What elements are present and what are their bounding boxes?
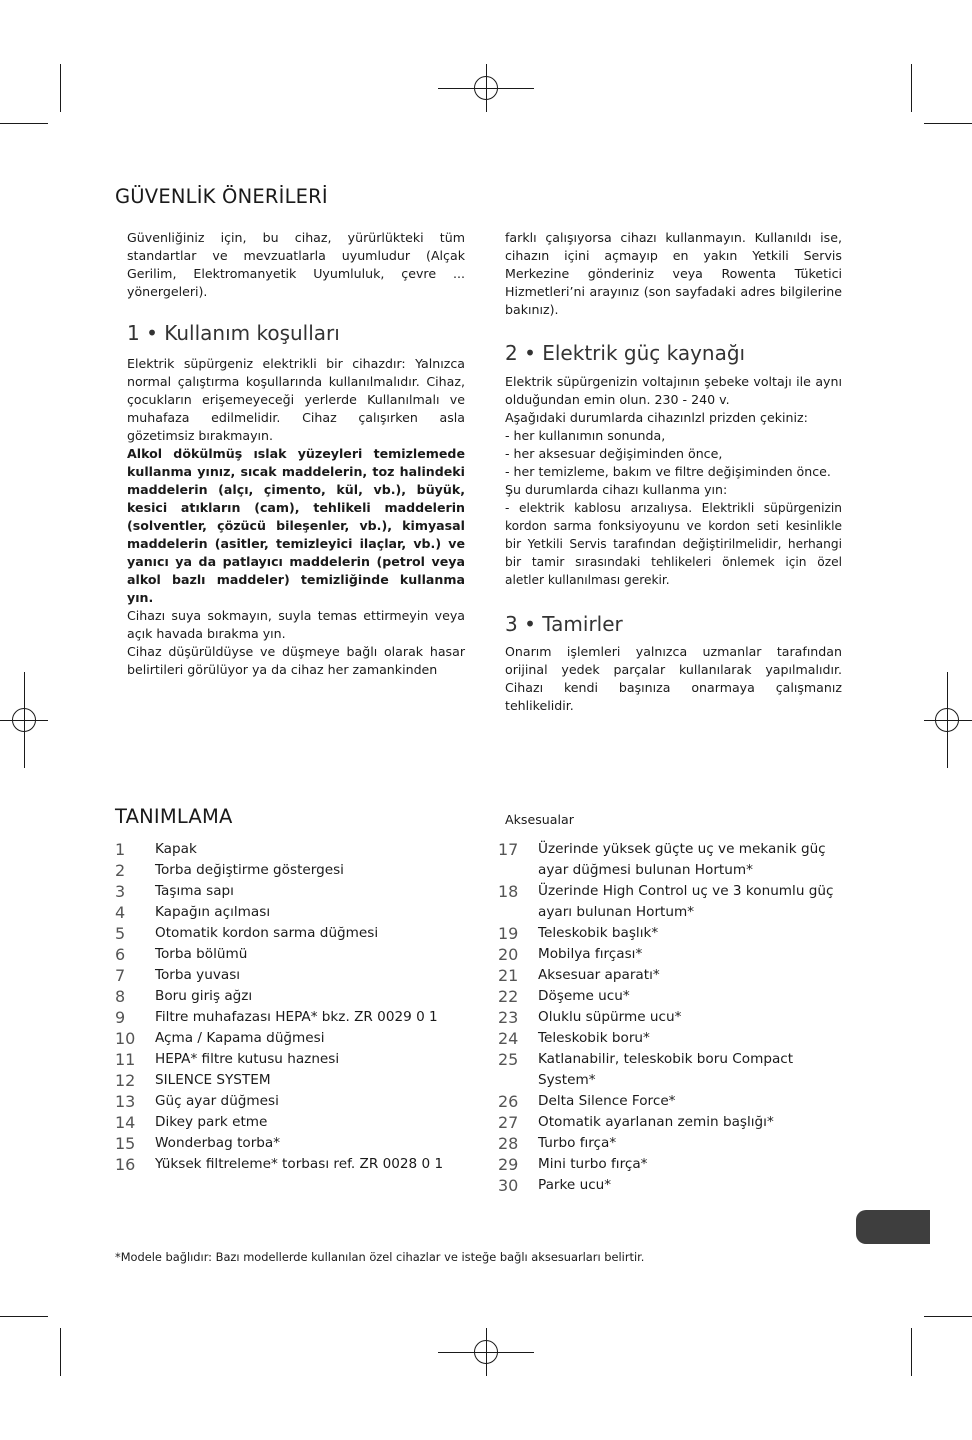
section-1-body <box>127 355 465 679</box>
item-number: 18 <box>498 882 519 901</box>
accessories-label: Aksesualar <box>505 812 574 827</box>
item-number: 19 <box>498 924 519 943</box>
s1-warning: Alkol dökülmüş ıslak yüzeyleri temizlemede kullanma yınız, sıcak maddelerin, toz halindeki maddelerin (alçı, çimento, kül, vb.), büyük, kesici atıkların (cam), tehlikeli maddelerin (solventler, çözücü bileşenler, vb.), kimyasal maddelerin (asitler, temizleyici ilaçlar, vb.) ve yanıcı ya da patlayıcı maddelerin (petrol veya alkol bazlı maddeler) temizliğinde kullanma yın. <box>127 446 465 605</box>
list-item <box>115 902 475 923</box>
item-number: 26 <box>498 1092 519 1111</box>
list-item <box>115 1007 475 1028</box>
item-label: Torba değiştirme göstergesi <box>155 862 344 878</box>
item-number: 24 <box>498 1029 519 1048</box>
list-item <box>115 860 475 881</box>
accessories-list <box>498 839 843 1196</box>
item-label: Otomatik ayarlanan zemin başlığı* <box>538 1114 774 1130</box>
item-label: Mobilya fırçası* <box>538 946 643 962</box>
item-number: 12 <box>115 1071 136 1090</box>
item-label: Dikey park etme <box>155 1114 268 1130</box>
list-item <box>115 1133 475 1154</box>
list-item <box>498 944 843 965</box>
parts-list <box>115 839 475 1175</box>
item-label: Teleskobik başlık* <box>538 925 659 941</box>
section-1-heading: 1 • Kullanım koşulları <box>127 321 340 345</box>
crop-mark <box>0 1316 48 1317</box>
s2-p2: Aşağıdaki durumlarda cihazınlzl prizden çekiniz: <box>505 410 808 425</box>
list-item <box>115 881 475 902</box>
item-number: 8 <box>115 987 126 1006</box>
list-item <box>115 1070 475 1091</box>
crop-mark <box>0 123 48 124</box>
description-title: TANIMLAMA <box>115 805 233 828</box>
item-label: Aksesuar aparatı* <box>538 967 660 983</box>
list-item <box>498 1175 843 1196</box>
item-label: Parke ucu* <box>538 1177 612 1193</box>
registration-circle <box>474 1340 498 1364</box>
item-number: 30 <box>498 1176 519 1195</box>
item-label: Oluklu süpürme ucu* <box>538 1009 682 1025</box>
item-label: Otomatik kordon sarma düğmesi <box>155 925 379 941</box>
item-number: 7 <box>115 966 126 985</box>
s2-p3: Şu durumlarda cihazı kullanma yın: <box>505 482 728 497</box>
list-item <box>498 1133 843 1154</box>
list-item <box>115 1028 475 1049</box>
list-item <box>498 1049 843 1091</box>
item-number: 2 <box>115 861 126 880</box>
item-label: Üzerinde High Control uç ve 3 konumlu güç ayarı bulunan Hortum* <box>538 883 834 920</box>
item-label: SILENCE SYSTEM <box>155 1072 271 1088</box>
item-number: 25 <box>498 1050 519 1069</box>
item-number: 9 <box>115 1008 126 1027</box>
list-item <box>498 1112 843 1133</box>
item-label: Üzerinde yüksek güçte uç ve mekanik güç ayar düğmesi bulunan Hortum* <box>538 841 826 878</box>
s1-p3: Cihazı suya sokmayın, suyla temas ettirmeyin veya açık havada bırakma yın. <box>127 608 465 641</box>
item-label: Torba bölümü <box>155 946 248 962</box>
item-label: Kapak <box>155 841 197 857</box>
item-number: 13 <box>115 1092 136 1111</box>
crop-mark <box>924 123 972 124</box>
item-label: Boru giriş ağzı <box>155 988 253 1004</box>
item-number: 21 <box>498 966 519 985</box>
item-number: 4 <box>115 903 126 922</box>
safety-title: GÜVENLİK ÖNERİLERİ <box>115 185 328 208</box>
list-item <box>498 1028 843 1049</box>
item-label: Taşıma sapı <box>155 883 234 899</box>
list-item <box>498 1091 843 1112</box>
crop-mark <box>911 64 912 112</box>
item-number: 17 <box>498 840 519 859</box>
item-label: Yüksek filtreleme* torbası ref. ZR 0028 0 1 <box>155 1156 444 1172</box>
list-item <box>115 944 475 965</box>
item-label: Teleskobik boru* <box>538 1030 650 1046</box>
list-item <box>115 1154 475 1175</box>
section-1-continued <box>505 229 842 319</box>
section-2-body <box>505 373 842 589</box>
item-label: Wonderbag torba* <box>155 1135 281 1151</box>
list-item <box>115 839 475 860</box>
item-number: 28 <box>498 1134 519 1153</box>
item-label: Turbo fırça* <box>538 1135 617 1151</box>
item-number: 15 <box>115 1134 136 1153</box>
item-label: Katlanabilir, teleskobik boru Compact System* <box>538 1051 794 1088</box>
s2-p1: Elektrik süpürgenizin voltajının şebeke voltajı ile aynı olduğundan emin olun. 230 - 240 v. <box>505 374 842 407</box>
item-label: Delta Silence Force* <box>538 1093 676 1109</box>
registration-circle <box>474 76 498 100</box>
section-3-body <box>505 643 842 715</box>
item-number: 6 <box>115 945 126 964</box>
item-number: 16 <box>115 1155 136 1174</box>
item-number: 14 <box>115 1113 136 1132</box>
item-number: 3 <box>115 882 126 901</box>
intro-text: Güvenliğiniz için, bu cihaz, yürürlükteki tüm standartlar ve mevzuatlarla uyumludur (Alçak Gerilim, Elektromanyetik Uyumluluk, çevre ... yönergeleri). <box>127 230 465 299</box>
item-label: Açma / Kapama düğmesi <box>155 1030 325 1046</box>
item-label: Filtre muhafazası HEPA* bkz. ZR 0029 0 1 <box>155 1009 438 1025</box>
item-number: 5 <box>115 924 126 943</box>
s2-b1: - her kullanımın sonunda, <box>505 428 666 443</box>
item-number: 20 <box>498 945 519 964</box>
s1-p4: Cihaz düşürüldüyse ve düşmeye bağlı olarak hasar belirtileri görülüyor ya da cihaz her zamankinden <box>127 644 465 677</box>
list-item <box>498 881 843 923</box>
list-item <box>498 1154 843 1175</box>
item-number: 11 <box>115 1050 136 1069</box>
list-item <box>115 965 475 986</box>
item-number: 1 <box>115 840 126 859</box>
list-item <box>498 923 843 944</box>
item-label: HEPA* filtre kutusu haznesi <box>155 1051 340 1067</box>
item-number: 10 <box>115 1029 136 1048</box>
crop-mark <box>60 64 61 112</box>
s1-p4-continued: farklı çalışıyorsa cihazı kullanmayın. Kullanıldı ise, cihazın içini açmayıp en yakın Yetkili Servis Merkezine gönderiniz veya Rowenta Tüketici Hizmetleri’ni arayınız (son sayfadaki adres bilgilerine bakınız). <box>505 230 842 317</box>
list-item <box>498 986 843 1007</box>
list-item <box>115 986 475 1007</box>
list-item <box>498 1007 843 1028</box>
item-number: 22 <box>498 987 519 1006</box>
item-label: Döşeme ucu* <box>538 988 630 1004</box>
list-item <box>498 965 843 986</box>
s1-p1: Elektrik süpürgeniz elektrikli bir cihazdır: Yalnızca normal çalıştırma koşullarında kullanılmalıdır. Cihaz, çocukların erişemeyeceği yerlerde Kullanılmalı ve muhafaza edilmelidir. Cihaz çalışırken asla gözetimsiz bırakmayın. <box>127 356 465 443</box>
item-label: Güç ayar düğmesi <box>155 1093 279 1109</box>
item-label: Torba yuvası <box>155 967 241 983</box>
section-2-heading: 2 • Elektrik güç kaynağı <box>505 341 746 365</box>
section-3-heading: 3 • Tamirler <box>505 612 623 636</box>
crop-mark <box>60 1328 61 1376</box>
crop-mark <box>924 1316 972 1317</box>
item-label: Kapağın açılması <box>155 904 271 920</box>
item-number: 23 <box>498 1008 519 1027</box>
s3-p1: Onarım işlemleri yalnızca uzmanlar tarafından orijinal yedek parçalar kullanılarak yapılmalıdır. Cihazı kendi başınıza onarmaya çalışmanız tehlikelidir. <box>505 644 842 713</box>
item-number: 29 <box>498 1155 519 1174</box>
list-item <box>115 1112 475 1133</box>
item-number: 27 <box>498 1113 519 1132</box>
footnote: *Modele bağlıdır: Bazı modellerde kullanılan özel cihazlar ve isteğe bağlı aksesuarları belirtir. <box>115 1250 645 1264</box>
s2-b2: - her aksesuar değişiminden önce, <box>505 446 723 461</box>
list-item <box>115 1049 475 1070</box>
s2-b3: - her temizleme, bakım ve filtre değişiminden önce. <box>505 464 831 479</box>
crop-mark <box>911 1328 912 1376</box>
s2-p4: - elektrik kablosu arızalıysa. Elektrikli süpürgenizin kordon sarma fonksiyoyunu ve kordon seti kesinlikle bir Yetkili Servis tarafından değiştirilmelidir, herhangi bir tamir sırasındaki tehlikeleri önlemek için özel aletler kullanılması gerekir. <box>505 501 842 587</box>
safety-intro <box>127 229 465 301</box>
page-tab <box>856 1210 930 1244</box>
list-item <box>115 923 475 944</box>
registration-circle <box>935 708 959 732</box>
item-label: Mini turbo fırça* <box>538 1156 648 1172</box>
list-item <box>115 1091 475 1112</box>
registration-circle <box>12 708 36 732</box>
list-item <box>498 839 843 881</box>
